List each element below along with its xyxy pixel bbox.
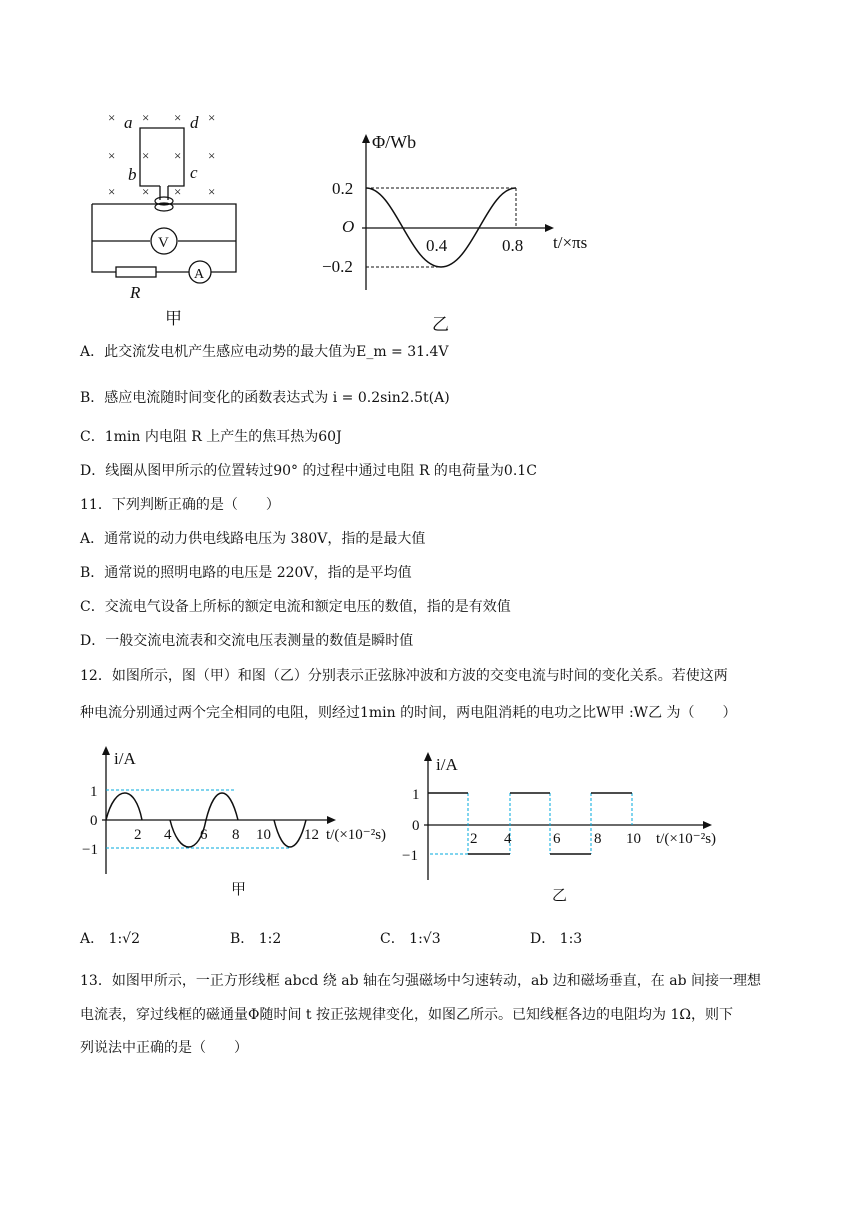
label-b: b	[128, 165, 137, 184]
origin-label: O	[342, 217, 355, 236]
q12-caption-jia: 甲	[231, 880, 247, 898]
tick-y-pos: 0.2	[332, 179, 354, 198]
field-cross: ×	[174, 184, 182, 199]
q13-line1: 13．如图甲所示，一正方形线框 abcd 绕 ab 轴在匀强磁场中匀速转动，ab 边和磁场垂直，在 ab 间接一理想	[80, 973, 762, 989]
q10-option-b: B．感应电流随时间变化的函数表达式为 i = 0.2sin2.5t(A)	[80, 390, 450, 406]
left-xlabel: t/(×10⁻²s)	[326, 827, 387, 843]
field-cross: ×	[174, 148, 182, 163]
sine-pulse-graph	[80, 742, 410, 882]
ammeter-label: A	[194, 267, 205, 282]
right-tick-4: 4	[504, 831, 512, 847]
q11-option-b: B．通常说的照明电路的电压是 220V，指的是平均值	[80, 565, 412, 581]
right-tick-8: 8	[594, 831, 602, 847]
right-y-pos: 1	[412, 787, 420, 803]
right-y-zero: 0	[412, 818, 420, 834]
field-cross: ×	[208, 184, 216, 199]
label-c: c	[190, 163, 198, 182]
caption-yi: 乙	[432, 315, 449, 335]
left-tick-6: 6	[200, 827, 208, 843]
field-cross: ×	[208, 148, 216, 163]
left-tick-12: 12	[304, 827, 319, 843]
q12-option-d: D． 1:3	[530, 931, 583, 947]
right-tick-10: 10	[626, 831, 641, 847]
q11-option-a: A．通常说的动力供电线路电压为 380V，指的是最大值	[80, 531, 426, 547]
left-tick-8: 8	[232, 827, 240, 843]
q11-option-d: D．一般交流电流表和交流电压表测量的数值是瞬时值	[80, 633, 414, 649]
q10-option-c: C．1min 内电阻 R 上产生的焦耳热为60J	[80, 429, 342, 445]
tick-x-mid: 0.4	[426, 236, 448, 255]
left-y-pos: 1	[90, 784, 98, 800]
left-tick-4: 4	[164, 827, 172, 843]
right-tick-2: 2	[470, 831, 478, 847]
left-y-neg: −1	[82, 842, 98, 858]
q12-option-a: A． 1:√2	[80, 931, 141, 947]
caption-jia: 甲	[165, 309, 182, 329]
flux-graph	[310, 128, 620, 298]
field-cross: ×	[174, 110, 182, 125]
q12-stem-line1: 12．如图所示，图（甲）和图（乙）分别表示正弦脉冲波和方波的交变电流与时间的变化关系。若使这两	[80, 668, 728, 684]
right-tick-6: 6	[553, 831, 561, 847]
left-ylabel: i/A	[114, 749, 136, 768]
field-cross: ×	[208, 110, 216, 125]
label-a: a	[124, 113, 133, 132]
field-cross: ×	[142, 184, 150, 199]
voltmeter-label: V	[158, 235, 169, 251]
field-cross: ×	[108, 110, 116, 125]
resistor-symbol	[116, 267, 156, 277]
q13-line2: 电流表，穿过线框的磁通量Φ随时间 t 按正弦规律变化，如图乙所示。已知线框各边的电阻均为 1Ω，则下	[80, 1007, 733, 1023]
flux-xlabel: t/×πs	[553, 233, 588, 252]
left-tick-2: 2	[134, 827, 142, 843]
q10-option-a: A．此交流发电机产生感应电动势的最大值为E_m = 31.4V	[80, 344, 449, 360]
left-y-zero: 0	[90, 813, 98, 829]
flux-ylabel: Φ/Wb	[372, 132, 417, 152]
right-y-neg: −1	[402, 848, 418, 864]
label-d: d	[190, 113, 199, 132]
q12-stem-line2: 种电流分别通过两个完全相同的电阻，则经过1min 的时间，两电阻消耗的电功之比W甲 :W乙 为（ ）	[80, 705, 737, 721]
q12-caption-yi: 乙	[552, 886, 568, 904]
right-xlabel: t/(×10⁻²s)	[656, 831, 717, 847]
field-cross: ×	[142, 148, 150, 163]
q13-line3: 列说法中正确的是（ ）	[80, 1040, 248, 1056]
field-cross: ×	[108, 184, 116, 199]
field-cross: ×	[142, 110, 150, 125]
field-cross: ×	[108, 148, 116, 163]
circuit-diagram	[86, 104, 246, 304]
q11-option-c: C．交流电气设备上所标的额定电流和额定电压的数值，指的是有效值	[80, 599, 511, 615]
left-tick-10: 10	[256, 827, 271, 843]
q12-option-c: C． 1:√3	[380, 931, 441, 947]
tick-y-neg: −0.2	[322, 257, 353, 276]
square-wave-graph	[400, 748, 730, 884]
right-ylabel: i/A	[436, 755, 458, 774]
q12-option-b: B． 1:2	[230, 931, 282, 947]
q12-options	[80, 930, 680, 948]
resistor-label: R	[130, 283, 141, 302]
q10-option-d: D．线圈从图甲所示的位置转过90° 的过程中通过电阻 R 的电荷量为0.1C	[80, 463, 537, 479]
q11-stem: 11．下列判断正确的是（ ）	[80, 497, 280, 513]
tick-x-end: 0.8	[502, 236, 524, 255]
